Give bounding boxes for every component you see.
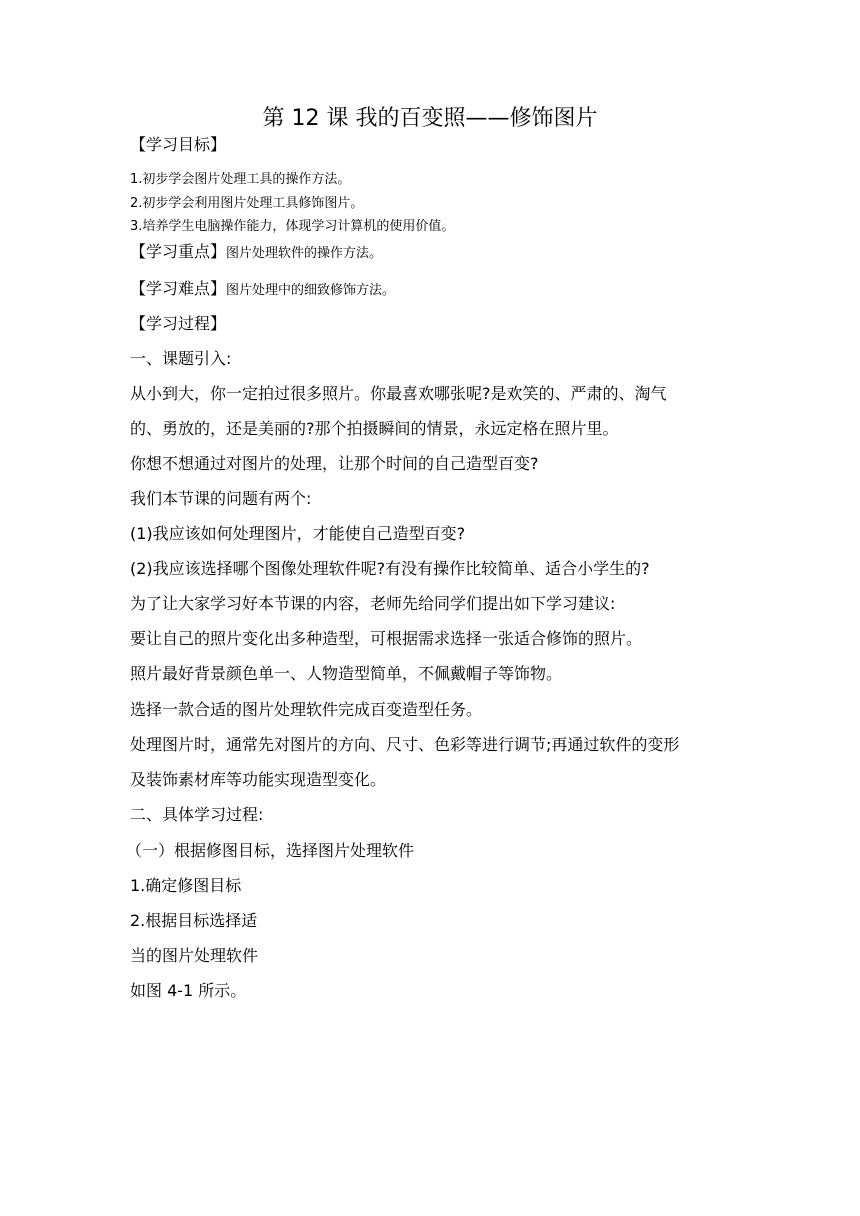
intro-line: 你想不想通过对图片的处理，让那个时间的自己造型百变? bbox=[130, 454, 539, 473]
intro-line: 从小到大，你一定拍过很多照片。你最喜欢哪张呢?是欢笑的、严肃的、淘气 bbox=[130, 384, 667, 403]
key-point-text: 图片处理软件的操作方法。 bbox=[226, 246, 383, 261]
intro-line: 选择一款合适的图片处理软件完成百变造型任务。 bbox=[130, 700, 483, 719]
intro-line: 的、勇放的，还是美丽的?那个拍摄瞬间的情景，永远定格在照片里。 bbox=[130, 419, 619, 438]
intro-line: 处理图片时，通常先对图片的方向、尺寸、色彩等进行调节;再通过软件的变形 bbox=[130, 735, 680, 754]
step-line: 1.确定修图目标 bbox=[130, 876, 242, 895]
intro-line: (1)我应该如何处理图片，才能使自己造型百变? bbox=[130, 524, 466, 543]
difficulty-point bbox=[130, 277, 395, 303]
goal-item: 3.培养学生电脑操作能力，体现学习计算机的使用价值。 bbox=[130, 219, 455, 234]
difficulty-text: 图片处理中的细致修饰方法。 bbox=[226, 283, 396, 298]
goals-heading: 【学习目标】 bbox=[130, 135, 227, 154]
key-point-label: 【学习重点】 bbox=[130, 242, 227, 261]
difficulty-label: 【学习难点】 bbox=[130, 279, 227, 298]
document-title: 第 12 课 我的百变照——修饰图片 bbox=[262, 106, 598, 131]
key-point bbox=[130, 240, 382, 266]
goal-item: 1.初步学会图片处理工具的操作方法。 bbox=[130, 172, 351, 187]
goal-item: 2.初步学会利用图片处理工具修饰图片。 bbox=[130, 196, 364, 211]
intro-line: 我们本节课的问题有两个: bbox=[130, 489, 312, 508]
intro-line: (2)我应该选择哪个图像处理软件呢?有没有操作比较简单、适合小学生的? bbox=[130, 559, 650, 578]
step-line: 如图 4-1 所示。 bbox=[130, 981, 247, 1000]
intro-line: 及装饰素材库等功能实现造型变化。 bbox=[130, 770, 387, 789]
step-line: 2.根据目标选择适 bbox=[130, 911, 258, 930]
subsection-heading: （一）根据修图目标，选择图片处理软件 bbox=[126, 841, 415, 860]
section1-heading: 一、课题引入: bbox=[130, 349, 232, 368]
intro-line: 为了让大家学习好本节课的内容，老师先给同学们提出如下学习建议: bbox=[130, 594, 616, 613]
intro-line: 要让自己的照片变化出多种造型，可根据需求选择一张适合修饰的照片。 bbox=[130, 629, 643, 648]
step-line: 当的图片处理软件 bbox=[130, 946, 259, 965]
section2-heading: 二、具体学习过程: bbox=[130, 805, 264, 824]
intro-line: 照片最好背景颜色单一、人物造型简单，不佩戴帽子等饰物。 bbox=[130, 664, 563, 683]
process-heading: 【学习过程】 bbox=[130, 314, 227, 333]
